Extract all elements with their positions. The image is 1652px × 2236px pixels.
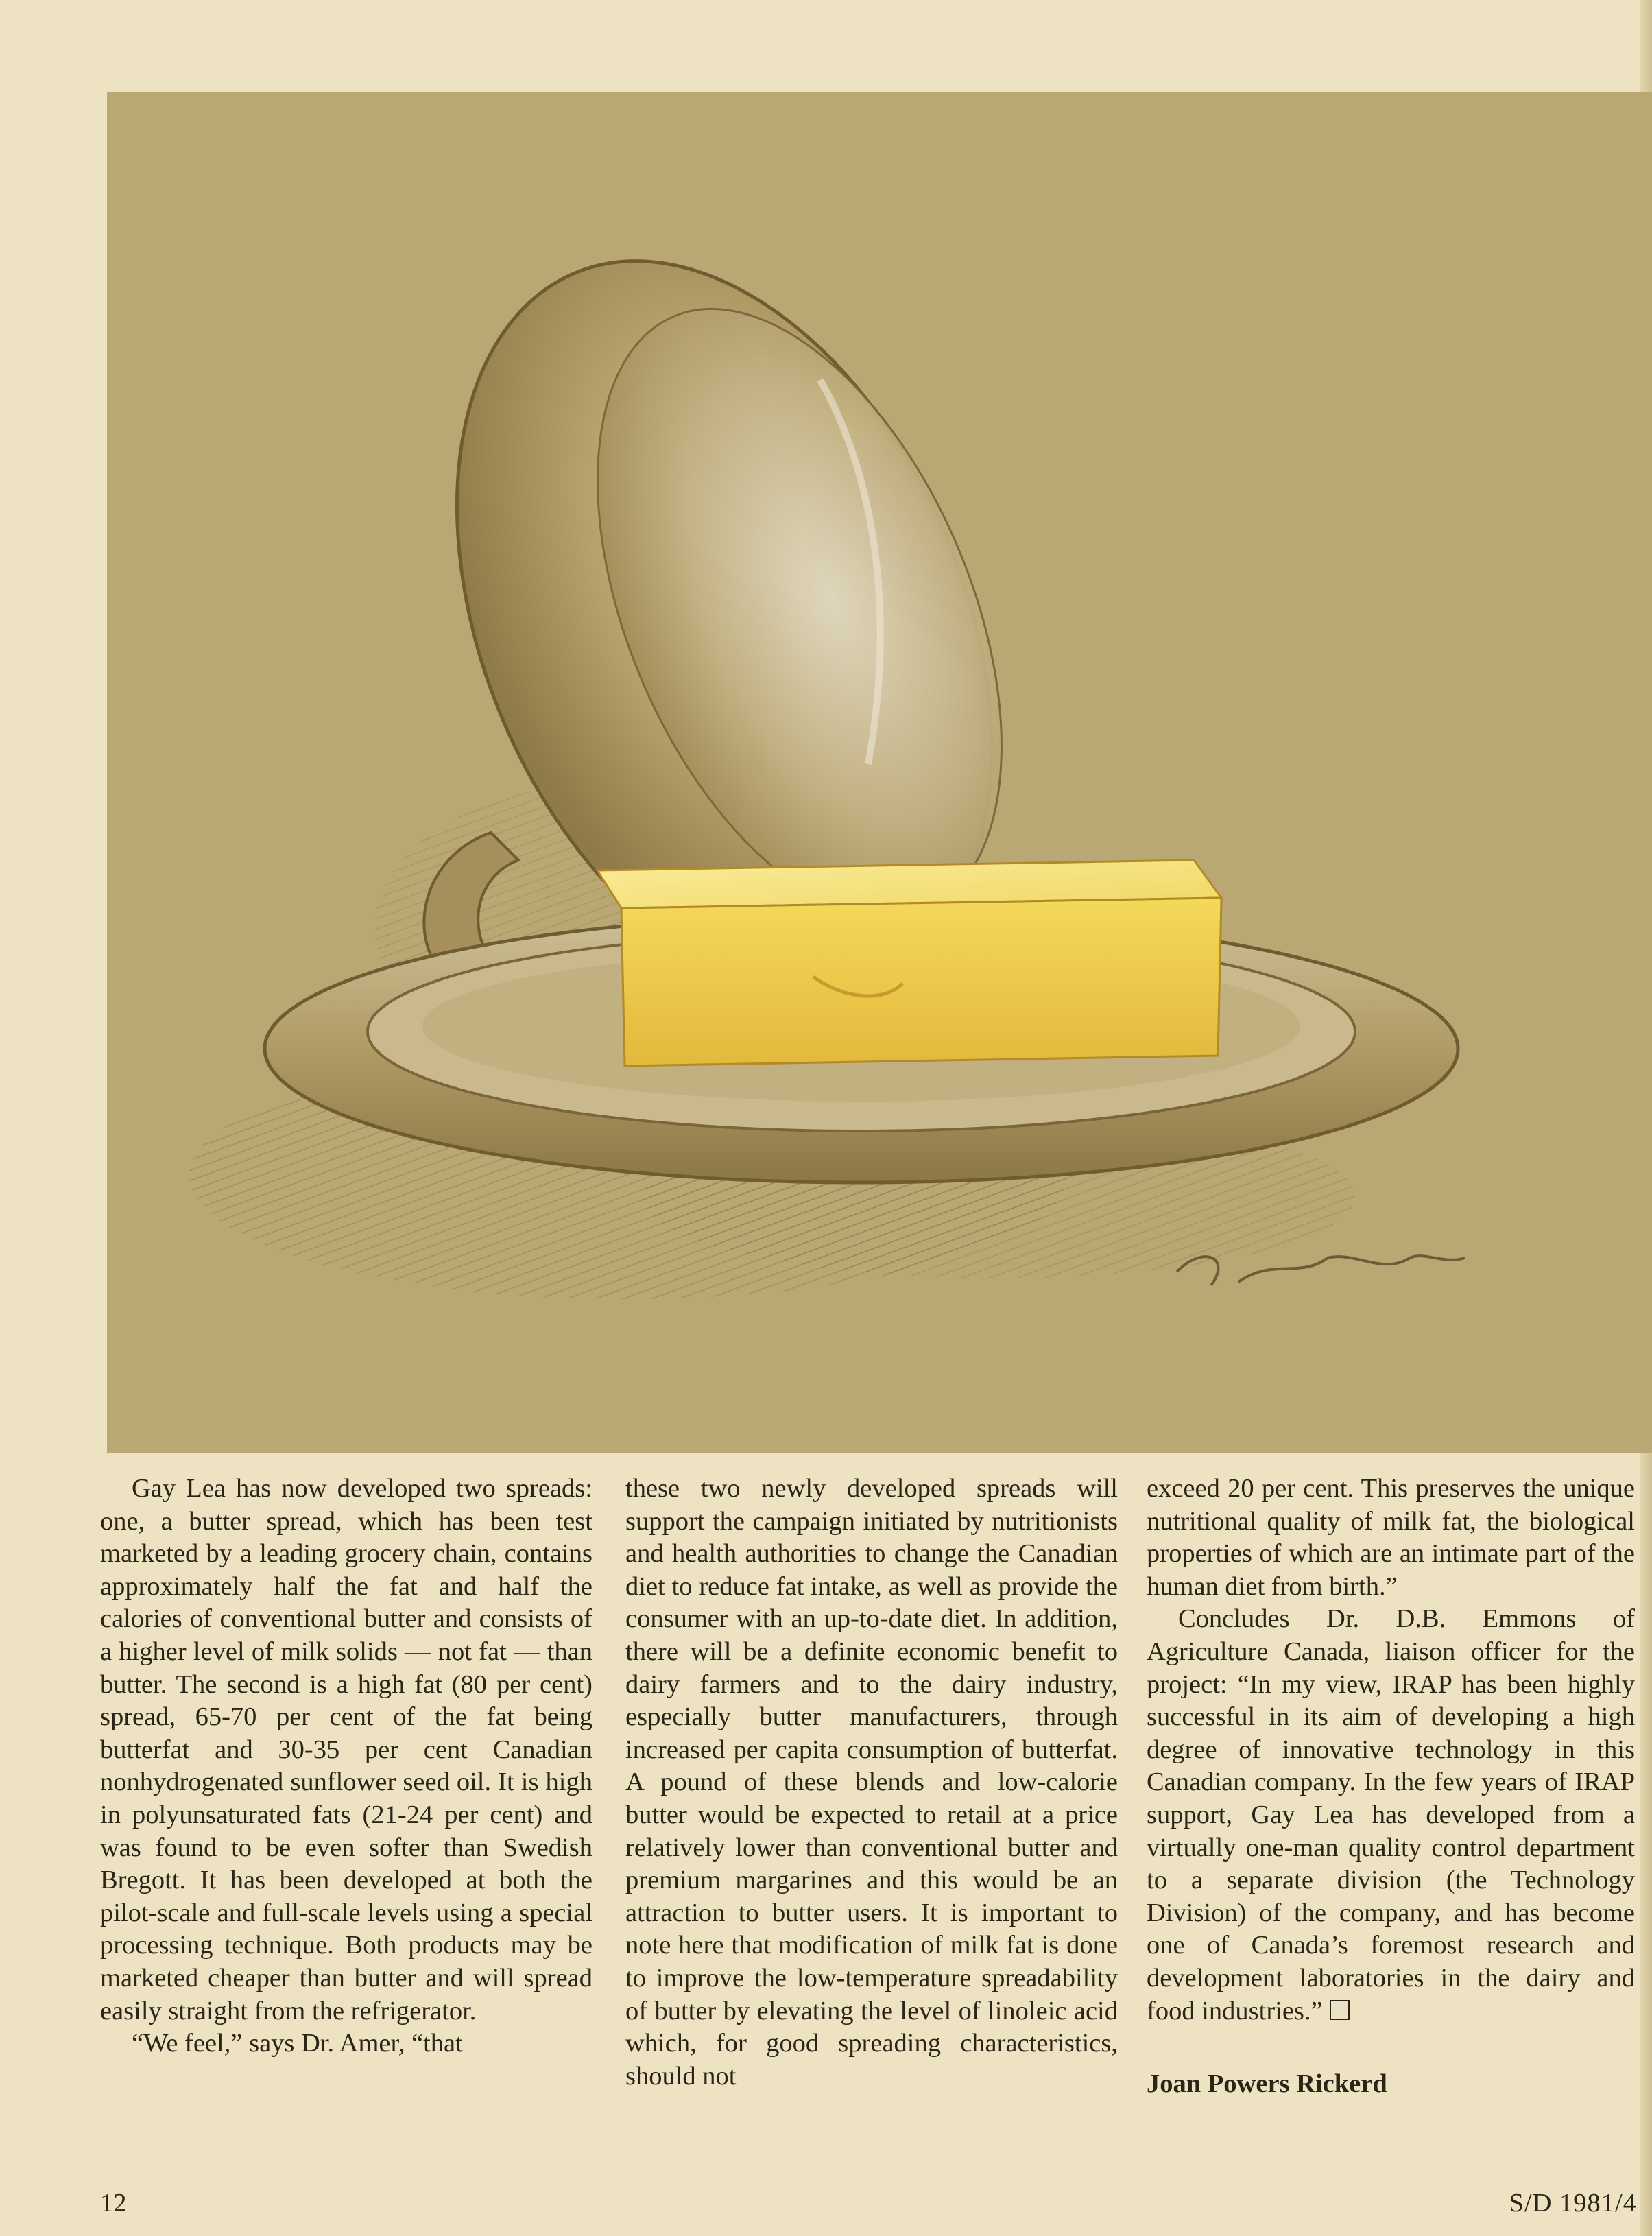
- paragraph: exceed 20 per cent. This preserves the unique nutritional quality of milk fat, the biological properties of which are an intimate part of the human diet from birth.”: [1147, 1474, 1635, 1601]
- author-byline: Joan Powers Rickerd: [1147, 2069, 1387, 2098]
- butter-pat: [597, 860, 1221, 1066]
- paragraph: Gay Lea has now developed two spreads: one, a butter spread, which has been test marketed by a leading grocery chain, contains approximately half the fat and half the calories of conventional butter and consists of a higher level of milk solids — not fat — than butter. The second is a high fat (80 per cent) spread, 65-70 per cent of the fat being butterfat and 30-35 per cent Canadian nonhydrogenated sunflower seed oil. It is high in polyunsaturated fats (21-24 per cent) and was found to be even softer than Swedish Bregott. It has been developed at both the pilot-scale and full-scale levels using a special processing technique. Both products may be marketed cheaper than butter and will spread easily straight from the refrigerator.: [100, 1474, 592, 2025]
- paragraph: “We feel,” says Dr. Amer, “that: [132, 2029, 463, 2058]
- issue-label: S/D 1981/4: [1509, 2189, 1637, 2217]
- end-mark-icon: [1330, 2000, 1350, 2020]
- text-column-2: [625, 1473, 1118, 2093]
- text-column-1: [100, 1473, 592, 2060]
- paragraph-text: Concludes Dr. D.B. Emmons of Agriculture Canada, liaison officer for the project: “In my view, IRAP has been highly successful in its aim of developing a high degree of innovative technology in this Canadian company. In the few years of IRAP support, Gay Lea has developed from a virtually one-man quality control department to a separate division (the Technology Division) of the company, and has become one of Canada’s foremost research and development laboratories in the dairy and food industries.”: [1147, 1604, 1635, 2025]
- text-column-3: [1147, 1473, 1635, 2027]
- page-number: 12: [100, 2189, 127, 2217]
- butter-dish-illustration: [107, 92, 1652, 1453]
- paragraph: these two newly developed spreads will support the campaign initiated by nutritionists and health authorities to change the Canadian diet to reduce fat intake, as well as provide the consumer with an up-to-date diet. In addition, there will be a definite economic benefit to dairy farmers and to the dairy industry, especially butter manufacturers, through increased per capita consumption of butterfat. A pound of these blends and low-calorie butter would be expected to retail at a price relatively lower than conventional butter and premium margarines and this would be an attraction to butter users. It is important to note here that modification of milk fat is done to improve the low-temperature spreadability of butter by elevating the level of linoleic acid which, for good spreading characteristics, should not: [625, 1474, 1118, 2091]
- paragraph-with-end-mark: [1147, 1603, 1635, 2027]
